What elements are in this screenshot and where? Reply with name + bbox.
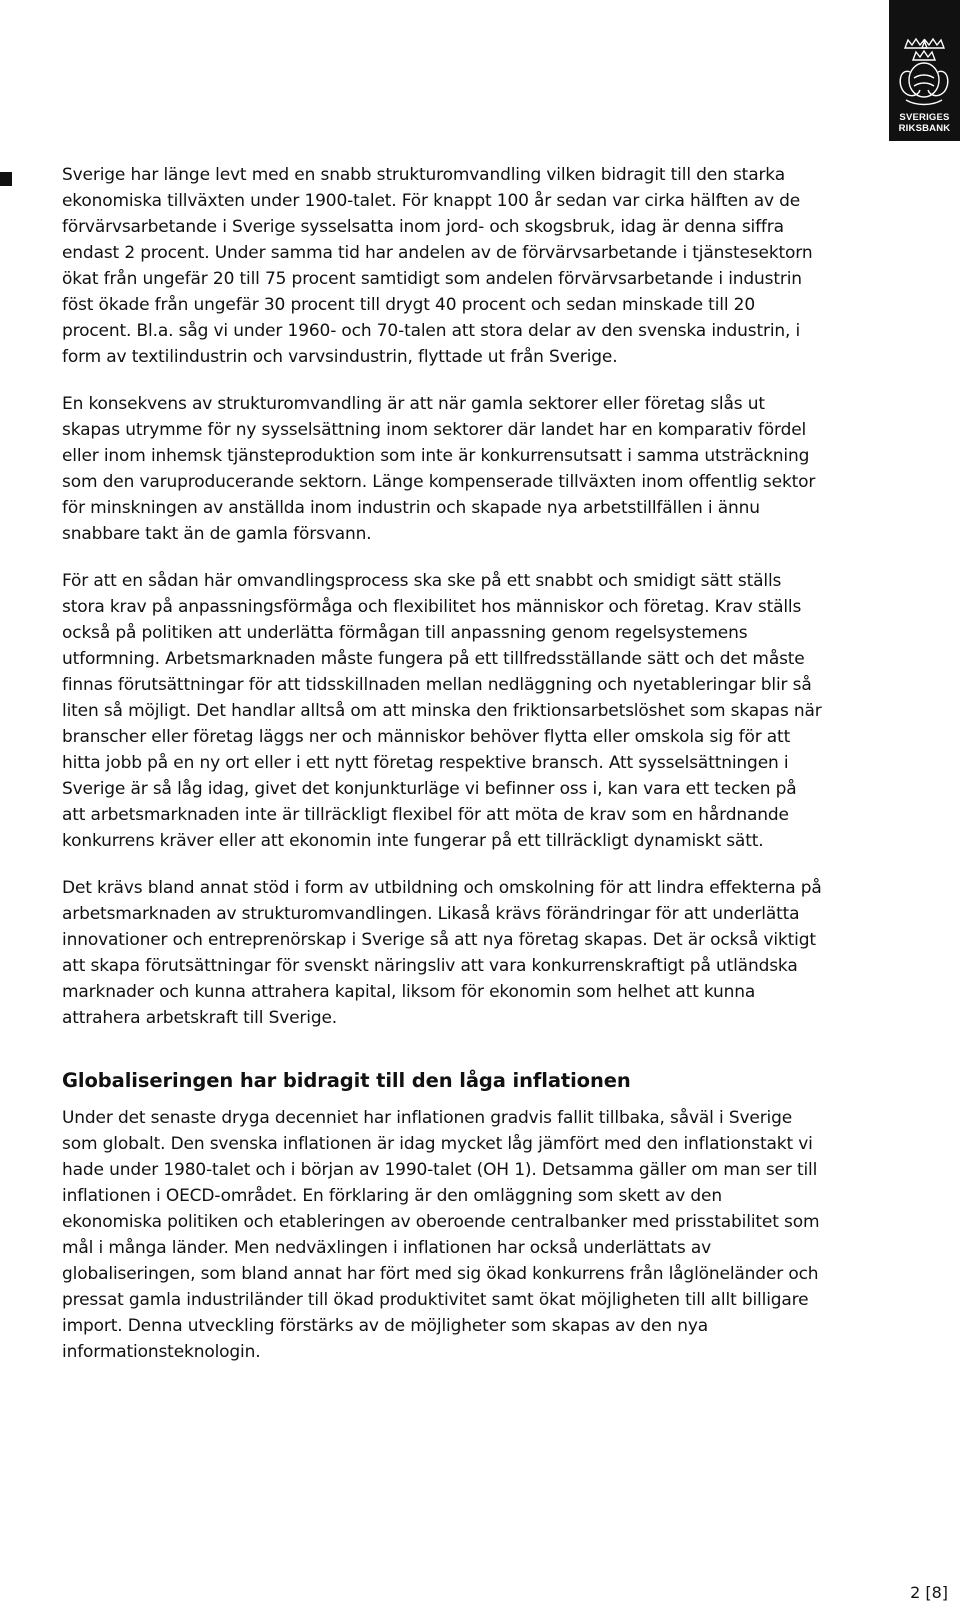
document-body xyxy=(62,162,822,1386)
section-paragraph: Under det senaste dryga decenniet har inflationen gradvis fallit tillbaka, såväl i Sverige som globalt. Den svenska inflationen är idag mycket låg jämfört med den inflationstakt vi hade under 1980-talet och i början av 1990-talet (OH 1). Detsamma gäller om man ser till inflationen i OECD-området. En förklaring är den omläggning som skett av den ekonomiska politiken och etableringen av oberoende centralbanker med prisstabilitet som mål i många länder. Men nedväxlingen i inflationen har också underlättats av globaliseringen, som bland annat har fört med sig ökad konkurrens från låglöneländer och pressat gamla industriländer till ökad produktivitet samt ökat möjligheten till allt billigare import. Denna utveckling förstärks av de möjligheter som skapas av den nya informationsteknologin. xyxy=(62,1108,820,1362)
page-number: 2 [8] xyxy=(910,1583,948,1602)
crest-icon xyxy=(894,34,955,108)
logo-text-line2: RIKSBANK xyxy=(898,123,951,134)
paragraph-4: Det krävs bland annat stöd i form av utbildning och omskolning för att lindra effekterna på arbetsmarknaden av strukturomvandlingen. Likaså krävs förändringar för att underlätta innovationer och entreprenörskap i Sverige så att nya företag skapas. Det är också viktigt att skapa förutsättningar för svenskt näringsliv att vara konkurrenskraftigt på utländska marknader och kunna attrahera kapital, liksom för ekonomin som helhet att kunna attrahera arbetskraft till Sverige. xyxy=(62,878,822,1028)
section-heading: Globaliseringen har bidragit till den låga inflationen xyxy=(62,1069,631,1092)
paragraph-1: Sverige har länge levt med en snabb strukturomvandling vilken bidragit till den starka ekonomiska tillväxten under 1900-talet. För knappt 100 år sedan var cirka hälften av de förvärvsarbetande i Sverige sysselsatta inom jord- och skogsbruk, idag är denna siffra endast 2 procent. Under samma tid har andelen av de förvärvsarbetande i tjänstesektorn ökat från ungefär 20 till 75 procent samtidigt som andelen förvärvsarbetande i industrin föst ökade från ungefär 30 procent till drygt 40 procent och sedan minskade till 20 procent. Bl.a. såg vi under 1960- och 70-talen att stora delar av den svenska industrin, i form av textilindustrin och varvsindustrin, flyttade ut från Sverige. xyxy=(62,165,813,367)
logo-text-line1: SVERIGES xyxy=(899,112,950,123)
paragraph-2: En konsekvens av strukturomvandling är att när gamla sektorer eller företag slås ut skapas utrymme för ny sysselsättning inom sektorer där landet har en komparativ fördel eller inom inhemsk tjänsteproduktion som inte är konkurrensutsatt i samma utsträckning som den varuproducerande sektorn. Länge kompenserade tillväxten inom offentlig sektor för minskningen av anställda inom industrin och skapade nya arbetstillfällen i ännu snabbare takt än de gamla försvann. xyxy=(62,394,816,544)
riksbank-logo xyxy=(889,0,960,141)
section-marker xyxy=(0,172,12,186)
paragraph-3: För att en sådan här omvandlingsprocess ska ske på ett snabbt och smidigt sätt ställs stora krav på anpassningsförmåga och flexibilitet hos människor och företag. Krav ställs också på politiken att underlätta förmågan till anpassning genom regelsystemens utformning. Arbetsmarknaden måste fungera på ett tillfredsställande sätt och det måste finnas förutsättningar för att tidsskillnaden mellan nedläggning och nyetableringar blir så liten så möjligt. Det handlar alltså om att minska den friktionsarbetslöshet som skapas när branscher eller företag läggs ner och människor behöver flytta eller omskola sig för att hitta jobb på en ny ort eller i ett nytt företag respektive bransch. Att sysselsättningen i Sverige är så låg idag, givet det konjunkturläge vi befinner oss i, kan vara ett tecken på att arbetsmarknaden inte är tillräckligt flexibel för att möta de krav som en hårdnande konkurrens kräver eller att ekonomin inte fungerar på ett tillräckligt dynamiskt sätt. xyxy=(62,571,822,851)
